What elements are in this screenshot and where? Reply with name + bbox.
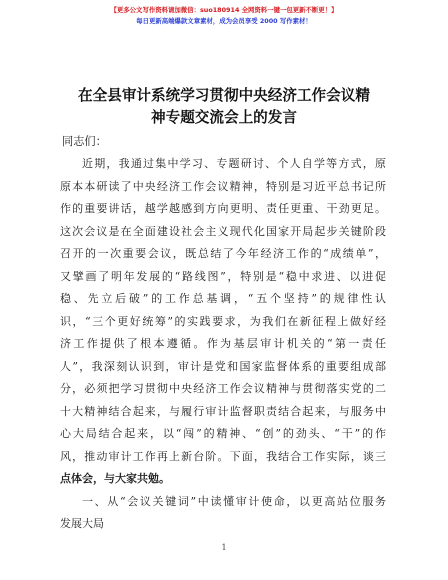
document-title — [40, 85, 408, 129]
body-line: 召开的一次重要会议，既总结了今年经济工作的“成绩单”， — [60, 247, 386, 260]
body-line: 又擘画了明年发展的“路线图”，特别是“稳中求进、以进促 — [60, 269, 386, 283]
body-text — [60, 153, 386, 536]
promo-banner-line-1: 【更多公文写作资料请加微信：suo180914 全网资料一键一包更新不断更！】 — [110, 6, 338, 14]
body-line: 这次会议是在全面建设社会主义现代化国家开局起步关键阶段 — [60, 224, 386, 238]
section-heading-line-1: 一、从“会议关键词”中读懂审计使命，以更高站位服务 — [82, 494, 386, 508]
body-line: 人”，我深刻认识到，审计是党和国家监督体系的重要组成部 — [60, 359, 386, 373]
section-heading-line-2: 发展大局 — [60, 517, 104, 530]
body-line: 分，必须把学习贯彻中央经济工作会议精神与贯彻落实党的二 — [60, 382, 386, 395]
body-line: 风，推动审计工作再上新台阶。下面，我结合工作实际，谈三 — [60, 449, 386, 463]
body-line: 原本本研读了中央经济工作会议精神，特别是习近平总书记所 — [60, 179, 386, 193]
document-title-line-1: 在全县审计系统学习贯彻中央经济工作会议精 — [78, 87, 370, 104]
body-line: 稳、先立后破”的工作总基调，“五个坚持”的规律性认 — [60, 292, 386, 305]
body-line: 济工作提供了根本遵循。作为基层审计机关的“第一责任 — [60, 337, 386, 350]
promo-banner-line-2: 每日更新高端爆款文章素材，成为会员享受 2000 写作素材！ — [136, 17, 312, 25]
body-line: 心大局结合起来，以“闯”的精神、“创”的劲头、“干”的作 — [60, 427, 386, 440]
body-line: 识，“三个更好统筹”的实践要求，为我们在新征程上做好经 — [60, 314, 386, 328]
salutation: 同志们： — [62, 135, 107, 148]
document-title-line-2: 神专题交流会上的发言 — [151, 109, 297, 126]
body-line: 作的重要讲话，越学越感到方向更明、责任更重、干劲更足。 — [60, 202, 386, 215]
body-line: 近期，我通过集中学习、专题研讨、个人自学等方式，原 — [82, 157, 386, 170]
body-line-closing: 点体会，与大家共勉。 — [60, 472, 170, 485]
page-number: 1 — [221, 543, 227, 552]
body-line: 十大精神结合起来，与履行审计监督职责结合起来，与服务中 — [60, 404, 386, 418]
